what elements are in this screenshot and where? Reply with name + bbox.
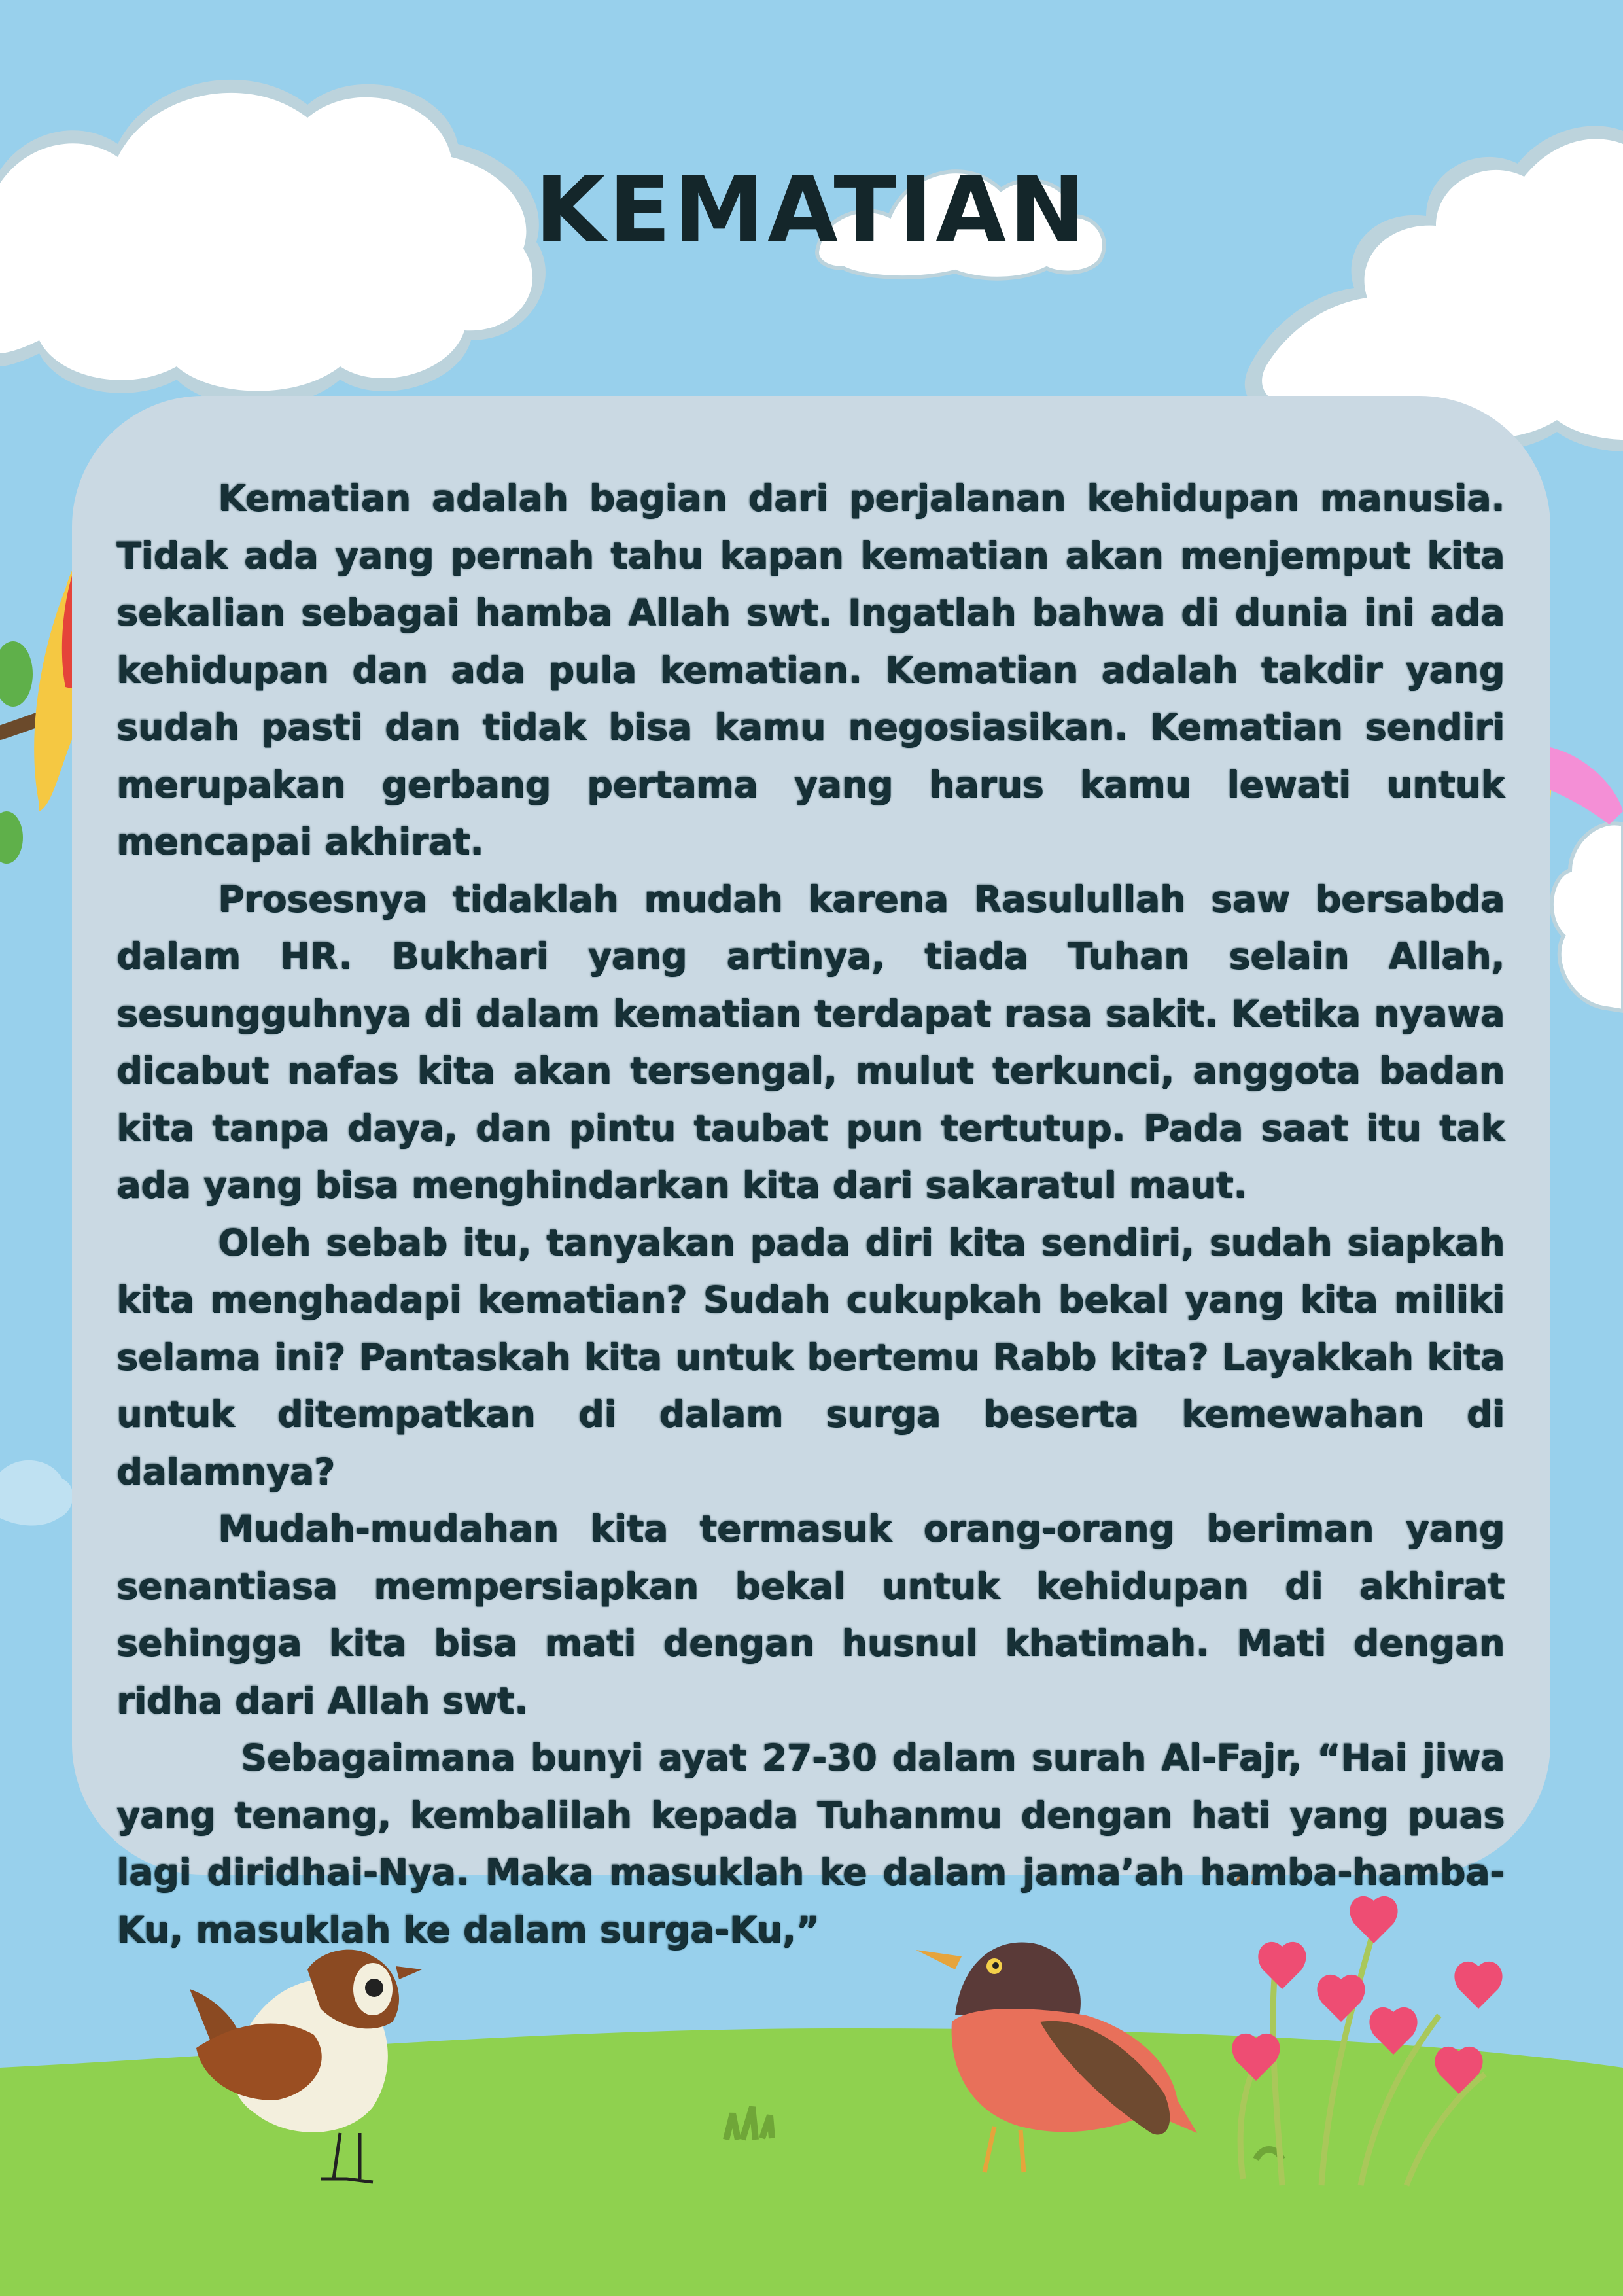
paragraph: Kematian adalah bagian dari perjalanan kehidupan manusia. Tidak ada yang pernah tahu kapan kematian akan menjemput kita sekalian sebagai hamba Allah swt. Ingatlah bahwa di dunia ini ada kehidupan dan ada pula kematian. Kematian adalah takdir yang sudah pasti dan tidak bisa kamu negosiasikan. Kematian sendiri merupakan gerbang pertama yang harus kamu lewati untuk mencapai akhirat. [116,477,1505,862]
paragraph: Mudah-mudahan kita termasuk orang-orang beriman yang senantiasa mempersiapkan bekal untuk kehidupan di akhirat sehingga kita bisa mati dengan husnul khatimah. Mati dengan ridha dari Allah swt. [116,1508,1505,1722]
paragraph: Sebagaimana bunyi ayat 27-30 dalam surah Al-Fajr, “Hai jiwa yang tenang, kembalilah kepada Tuhanmu dengan hati yang puas lagi diridhai-Nya. Maka masuklah ke dalam jama’ah hamba-hamba-Ku, masuklah ke dalam surga-Ku,” [116,1737,1505,1951]
cloud-icon [1552,823,1623,1011]
paragraph: Prosesnya tidaklah mudah karena Rasulullah saw bersabda dalam HR. Bukhari yang artinya, tiada Tuhan selain Allah, sesungguhnya di dalam kematian terdapat rasa sakit. Ketika nyawa dicabut nafas kita akan tersengal, mulut terkunci, anggota badan kita tanpa daya, dan pintu taubat pun tertutup. Pada saat itu tak ada yang bisa menghindarkan kita dari sakaratul maut. [116,877,1505,1206]
article-body [116,470,1505,1958]
cloud-icon [0,1460,73,1526]
page-title: KEMATIAN [534,157,1089,264]
paragraph: Oleh sebab itu, tanyakan pada diri kita sendiri, sudah siapkah kita menghadapi kematian? Sudah cukupkah bekal yang kita miliki selama ini? Pantaskah kita untuk bertemu Rabb kita? Layakkah kita untuk ditempatkan di dalam surga beserta kemewahan di dalamnya? [116,1221,1505,1492]
